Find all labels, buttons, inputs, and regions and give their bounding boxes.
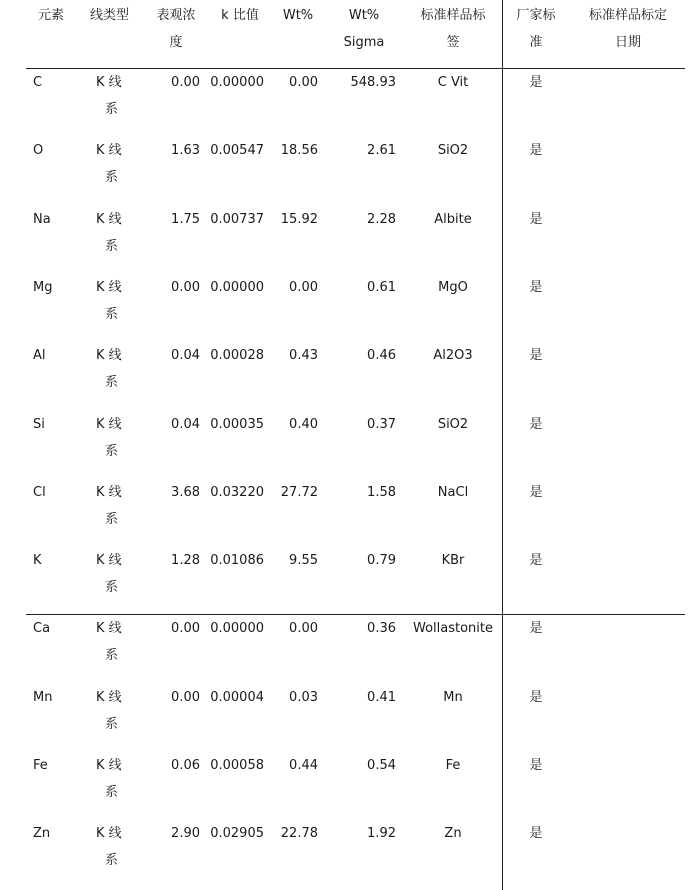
cell-std-label: SiO2	[437, 143, 469, 159]
cell-line-type-1: K 线	[96, 758, 122, 773]
cell-apparent-conc: 0.00	[171, 621, 200, 637]
cell-wt: 27.72	[280, 484, 318, 500]
cell-element: Zn	[33, 826, 51, 842]
cell-line-type-1: K 线	[96, 211, 122, 227]
header-wt-sigma-line1: Wt%	[348, 8, 380, 23]
cell-element: O	[33, 143, 44, 159]
cell-element: Cl	[33, 484, 46, 500]
cell-line-type-2: 系	[105, 853, 119, 869]
cell-line-type-2: 系	[105, 102, 119, 117]
cell-element: C	[33, 75, 43, 90]
cell-std-label: Wollastonite	[412, 621, 493, 637]
cell-line-type-1: K 线	[96, 279, 122, 295]
cell-k-ratio: 0.00547	[210, 143, 264, 159]
cell-line-type-2: 系	[105, 785, 119, 800]
cell-wt: 0.00	[289, 621, 318, 637]
cell-factory-std: 是	[529, 553, 543, 569]
cell-std-label: Fe	[445, 758, 461, 773]
cell-line-type-2: 系	[105, 648, 119, 664]
column-divider	[502, 0, 503, 890]
header-element: 元素	[38, 8, 65, 23]
header-line-type: 线类型	[90, 8, 130, 23]
cell-k-ratio: 0.00035	[210, 416, 264, 432]
cell-std-label: Mn	[443, 689, 463, 705]
cell-factory-std: 是	[529, 348, 543, 364]
cell-apparent-conc: 1.75	[171, 211, 200, 227]
cell-apparent-conc: 1.28	[171, 553, 200, 569]
cell-line-type-1: K 线	[96, 348, 122, 364]
cell-wt: 22.78	[280, 826, 318, 842]
cell-line-type-2: 系	[105, 170, 119, 186]
cell-k-ratio: 0.00000	[210, 621, 264, 637]
cell-std-label: KBr	[441, 553, 465, 569]
cell-element: K	[33, 553, 42, 569]
cell-wt-sigma: 548.93	[350, 75, 396, 90]
cell-line-type-2: 系	[105, 238, 119, 254]
cell-line-type-1: K 线	[96, 143, 122, 159]
cell-k-ratio: 0.00000	[210, 75, 264, 90]
cell-factory-std: 是	[529, 826, 543, 842]
cell-wt-sigma: 2.61	[367, 143, 396, 159]
cell-k-ratio: 0.00004	[210, 689, 264, 705]
cell-std-label: MgO	[438, 279, 468, 295]
header-std-label-line2: 签	[446, 35, 460, 50]
cell-k-ratio: 0.00058	[210, 758, 264, 773]
cell-factory-std: 是	[529, 279, 543, 295]
cell-element: Ca	[33, 621, 51, 637]
cell-apparent-conc: 0.00	[171, 75, 200, 90]
cell-wt-sigma: 0.37	[367, 416, 396, 432]
header-wt-sigma-line2: Sigma	[343, 35, 385, 50]
cell-apparent-conc: 0.00	[171, 689, 200, 705]
cell-apparent-conc: 0.04	[171, 416, 200, 432]
cell-line-type-1: K 线	[96, 553, 122, 569]
cell-wt: 15.92	[280, 211, 318, 227]
cell-wt: 0.03	[289, 689, 318, 705]
cell-wt-sigma: 1.58	[367, 484, 396, 500]
cell-std-label: NaCl	[437, 484, 469, 500]
cell-wt-sigma: 0.54	[367, 758, 396, 773]
cell-k-ratio: 0.00737	[210, 211, 264, 227]
cell-factory-std: 是	[529, 143, 543, 159]
cell-k-ratio: 0.02905	[210, 826, 264, 842]
cell-factory-std: 是	[529, 416, 543, 432]
cell-wt-sigma: 0.36	[367, 621, 396, 637]
cell-line-type-1: K 线	[96, 75, 122, 90]
cell-std-label: C Vit	[437, 75, 469, 90]
cell-std-label: Albite	[434, 211, 472, 227]
header-apparent-conc-line2: 度	[169, 35, 183, 50]
cell-apparent-conc: 0.06	[171, 758, 200, 773]
cell-factory-std: 是	[529, 211, 543, 227]
cell-std-label: SiO2	[437, 416, 469, 432]
cell-element: Al	[33, 348, 46, 364]
cell-wt: 9.55	[289, 553, 318, 569]
cell-element: Fe	[33, 758, 48, 773]
cell-element: Na	[33, 211, 51, 227]
cell-wt: 0.44	[289, 758, 318, 773]
cell-k-ratio: 0.00028	[210, 348, 264, 364]
header-factory-std-line1: 厂家标	[516, 8, 556, 23]
cell-factory-std: 是	[529, 484, 543, 500]
cell-k-ratio: 0.01086	[210, 553, 264, 569]
header-std-cal-date-line1: 标准样品标定	[588, 8, 667, 23]
cell-line-type-2: 系	[105, 716, 119, 732]
cell-wt-sigma: 1.92	[367, 826, 396, 842]
cell-wt-sigma: 0.46	[367, 348, 396, 364]
cell-apparent-conc: 0.04	[171, 348, 200, 364]
cell-wt-sigma: 0.61	[367, 279, 396, 295]
cell-wt-sigma: 0.79	[367, 553, 396, 569]
header-apparent-conc-line1: 表观浓	[156, 8, 196, 23]
cell-element: Si	[33, 416, 45, 432]
cell-element: Mn	[33, 689, 53, 705]
header-wt: Wt%	[282, 8, 314, 23]
cell-apparent-conc: 0.00	[171, 279, 200, 295]
cell-factory-std: 是	[529, 75, 543, 90]
cell-wt: 0.00	[289, 75, 318, 90]
cell-line-type-1: K 线	[96, 826, 122, 842]
cell-element: Mg	[33, 279, 53, 295]
cell-wt: 18.56	[280, 143, 318, 159]
cell-k-ratio: 0.03220	[210, 484, 264, 500]
cell-apparent-conc: 1.63	[171, 143, 200, 159]
cell-wt: 0.43	[289, 348, 318, 364]
cell-factory-std: 是	[529, 758, 543, 773]
cell-line-type-2: 系	[105, 511, 119, 527]
cell-line-type-2: 系	[105, 580, 119, 596]
header-std-label-line1: 标准样品标	[420, 8, 486, 23]
cell-line-type-2: 系	[105, 443, 119, 459]
cell-apparent-conc: 2.90	[171, 826, 200, 842]
cell-line-type-1: K 线	[96, 621, 122, 637]
cell-line-type-1: K 线	[96, 484, 122, 500]
cell-line-type-1: K 线	[96, 416, 122, 432]
cell-wt-sigma: 0.41	[367, 689, 396, 705]
cell-line-type-2: 系	[105, 306, 119, 322]
cell-factory-std: 是	[529, 689, 543, 705]
cell-factory-std: 是	[529, 621, 543, 637]
header-factory-std-line2: 准	[529, 35, 543, 50]
cell-line-type-1: K 线	[96, 689, 122, 705]
cell-k-ratio: 0.00000	[210, 279, 264, 295]
cell-std-label: Al2O3	[433, 348, 473, 364]
cell-wt: 0.00	[289, 279, 318, 295]
cell-apparent-conc: 3.68	[171, 484, 200, 500]
cell-wt-sigma: 2.28	[367, 211, 396, 227]
cell-line-type-2: 系	[105, 375, 119, 391]
cell-wt: 0.40	[289, 416, 318, 432]
header-k-ratio: k 比值	[221, 8, 259, 23]
header-std-cal-date-line2: 日期	[614, 35, 641, 50]
cell-std-label: Zn	[444, 826, 462, 842]
